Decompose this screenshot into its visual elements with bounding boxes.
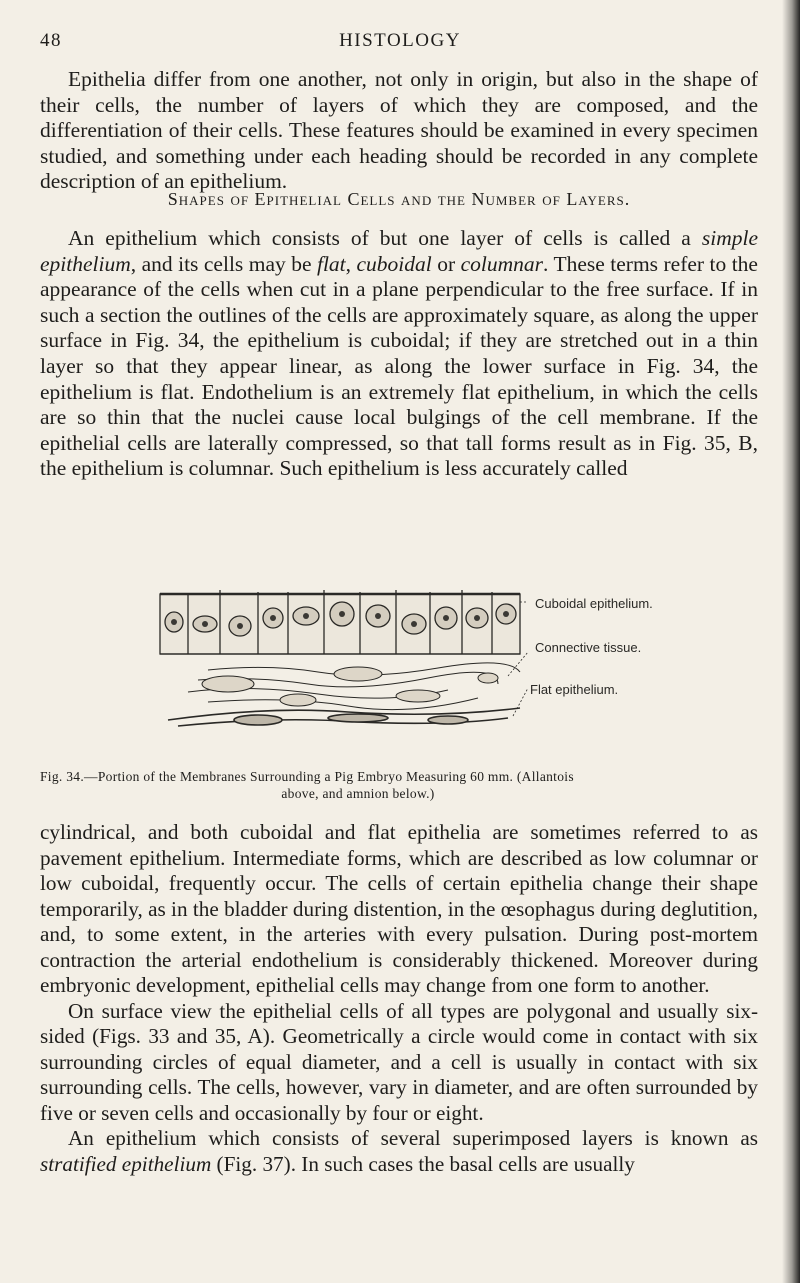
- paragraph-3: cylindrical, and both cuboidal and flat epithelia are sometimes referred to as pavement epithelium. Intermediate forms, which are described as low columnar or low cuboidal, frequently occur. The cells of certain epithelia change their shape temporarily, as in the bladder during distention, in the œsophagus during deglutition, and, to some extent, in the arteries with every pulsation. During post-mortem contraction the arterial endothelium is considerably thickened. Moreover during embryonic development, epithelial cells may change from one form to another.: [40, 820, 758, 997]
- term-simple-epithelium: simple epithelium: [40, 226, 758, 276]
- paragraph-1: Epithelia differ from one another, not only in origin, but also in the shape of their cells, the number of layers of which they are composed, and the differentiation of their cells. These features should be examined in every specimen studied, and something under each heading should be recorded in any complete description of an epithelium.: [40, 67, 758, 194]
- paragraph-2-or: or: [431, 251, 461, 276]
- page-number: 48: [40, 30, 62, 51]
- label-cuboidal-epithelium: Cuboidal epithelium.: [535, 596, 653, 611]
- caption-line-1: Fig. 34.—Portion of the Membranes Surrounding a Pig Embryo Measuring 60 mm. (Allantois: [40, 769, 574, 784]
- caption-line-2: above, and amnion below.): [281, 786, 435, 801]
- paragraph-5-text-b: (Fig. 37). In such cases the basal cells are usually: [211, 1151, 635, 1176]
- continued-text: [40, 820, 758, 1177]
- running-head: [40, 30, 760, 60]
- membrane-illustration: [148, 580, 528, 765]
- connective-tissue: [188, 663, 520, 710]
- flat-layer: [168, 708, 520, 726]
- figure-caption: [40, 768, 766, 802]
- section-heading: Shapes of Epithelial Cells and the Number of Layers.: [167, 189, 631, 209]
- figure-34: [148, 580, 758, 780]
- paragraph-4: On surface view the epithelial cells of all types are polygonal and usually six-sided (Figs. 33 and 35, A). Geometrically a circle would come in contact with six surrounding circles of equal diameter, and a cell is usually in contact with six surrounding cells. The cells, however, vary in diameter, and are often surrounded by five or seven cells and occasionally by four or eight.: [40, 998, 758, 1125]
- running-title: HISTOLOGY: [339, 30, 461, 51]
- term-columnar: columnar: [460, 251, 544, 276]
- paragraph-2-text-c: . These terms refer to the appearance of the cells when cut in a plane perpendicular to the free surface. If in such a section the outlines of the cells are approximately square, as along the upper surface in Fig. 34, the epithelium is cuboidal; if they are stretched out in a thin layer so that they appear linear, as along the lower surface in Fig. 34, the epithelium is flat. Endothelium is an extremely flat epithelium, in which the cells are so thin that the nuclei cause local bulgings of the cell membrane. If the epithelial cells are laterally compressed, so that tall forms result as in Fig. 35, B, the epithelium is columnar. Such epithelium is less accurately called: [40, 251, 758, 481]
- label-flat-epithelium: Flat epithelium.: [530, 682, 619, 697]
- paragraph-2-comma: ,: [345, 251, 357, 276]
- paragraph-5: [40, 1126, 758, 1177]
- paragraph-2: [40, 226, 758, 482]
- paragraph-5-text-a: An epithelium which consists of several superimposed layers is known as: [68, 1126, 758, 1150]
- paragraph-2-text-a: An epithelium which consists of but one layer of cells is called a: [68, 226, 702, 250]
- simple-epithelium-paragraph: [40, 226, 758, 482]
- cuboidal-layer: [160, 590, 520, 654]
- label-connective-tissue: Connective tissue.: [535, 640, 642, 655]
- term-flat: flat: [316, 251, 346, 276]
- paragraph-2-text-b: , and its cells may be: [130, 251, 317, 276]
- page-edge-shadow: [782, 0, 800, 1283]
- term-cuboidal: cuboidal: [356, 251, 432, 276]
- term-stratified-epithelium: stratified epithelium: [40, 1151, 212, 1176]
- intro-paragraph: [40, 67, 758, 195]
